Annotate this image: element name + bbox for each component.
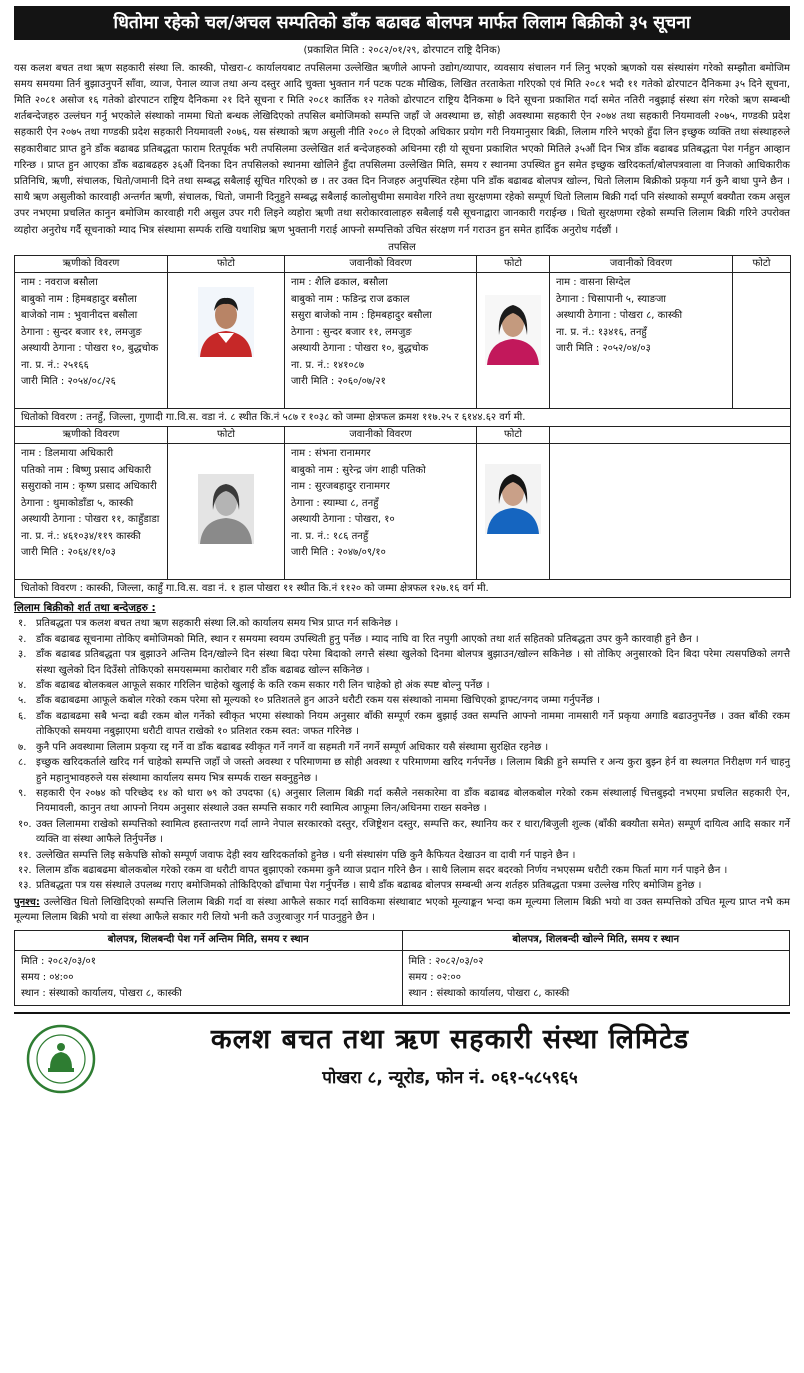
notice-title: धितोमा रहेको चल/अचल सम्पतिको डाँक बढाबढ बोलपत्र मार्फत लिलाम बिक्रीको ३५ सूचना bbox=[14, 6, 790, 40]
condition-text: उल्लेखित सम्पत्ति लिइ सकेपछि सोको सम्पूर्ण जवाफ देही स्वय खरिदकर्ताको हुनेछ । धनी संस्थासंग पछि कुनै कैफियत देखाउन वा दावी गर्न पाइने छैन । bbox=[36, 849, 576, 861]
condition-number: ३. bbox=[18, 649, 27, 661]
detail-line: ससुराको नाम : कृष्ण प्रसाद अधिकारी bbox=[21, 481, 157, 493]
detail-line: जारी मिति : २०६४/११/०३ bbox=[21, 547, 116, 559]
detail-line: नाम : सुरजबहादुर रानामगर bbox=[291, 481, 390, 493]
detail-line: ना. प्र. नं.: १८६ तनहुँ bbox=[291, 530, 369, 542]
condition-item bbox=[14, 647, 790, 678]
opening-header: बोलपत्र, शिलबन्दी खोल्ने मिति, समय र स्थान bbox=[402, 930, 790, 950]
asset-row-1 bbox=[15, 409, 791, 427]
condition-text: डाँक बढाबढमा सबै भन्दा बढी रकम बोल गर्नेको स्वीकृत भएमा संस्थाको नियम अनुसार बाँकी सम्पूर्ण रकम बुझाई उक्त सम्पत्ति आफ्नो नाममा नामसारी गर्ने प्रकृया अगाडि बढाउनुपर्नेछ । उक्त बाँकी रकम तोकिएको समयमा नबुझाएमा धरौटी वापत राखेको १० प्रतिशत रकम स्वत: जफत गरिनेछ । bbox=[36, 710, 790, 738]
detail-line: नाम : डिलमाया अधिकारी bbox=[21, 448, 114, 460]
condition-number: ७. bbox=[18, 741, 27, 753]
detail-line: अस्थायी ठेगाना : पोखरा ८, कास्की bbox=[556, 310, 683, 322]
borrower-details bbox=[15, 444, 168, 580]
detail-line: बाजेको नाम : भुवानीदत्त बसौला bbox=[21, 310, 138, 322]
detail-line: ना. प्र. नं.: १४१०८७ bbox=[291, 359, 365, 371]
borrower-details bbox=[15, 273, 168, 409]
guarantor-header: जवानीको विवरण bbox=[550, 256, 733, 273]
opening-date: मिति : २०८२/०३/०२ bbox=[408, 955, 484, 967]
condition-item bbox=[14, 755, 790, 786]
condition-text: प्रतिबद्धता पत्र कलश बचत तथा ऋण सहकारी संस्था लि.को कार्यालय समय भित्र प्राप्त गर्न सकिनेछ । bbox=[36, 618, 399, 630]
photo-header: फोटो bbox=[733, 256, 791, 273]
condition-text: डाँक बढाबढ बोलकबल आफूले सकार गरिलिन चाहेको खुलाई के कति रकम सकार गरी लिन चाहेको हो अंक स्पष्ट बोल्नु पर्नेछ । bbox=[36, 680, 490, 692]
condition-number: ५. bbox=[18, 695, 27, 707]
guarantor-photo-cell bbox=[477, 444, 550, 580]
condition-number: ६. bbox=[18, 710, 27, 722]
condition-text: डाँक बढाबढमा आफूले कबोल गरेको रकम परेमा सो मूल्यको १० प्रतिशतले हुन आउने धरौटी रकम यस संस्थाको नाममा खिचिएको ड्राफ्ट/नगद जम्मा गर्नुपर्नेछ । bbox=[36, 695, 600, 707]
person-photo-icon bbox=[485, 464, 541, 534]
detail-line: ठेगाना : चिसापानी ५, स्याङजा bbox=[556, 293, 666, 305]
condition-number: ४. bbox=[18, 680, 27, 692]
borrower-header: ऋणीको विवरण bbox=[15, 427, 168, 444]
guarantor-details bbox=[285, 444, 477, 580]
condition-item bbox=[14, 878, 790, 893]
detail-line: जारी मिति : २०६०/०७/२१ bbox=[291, 376, 386, 388]
opening-place: स्थान : संस्थाको कार्यालय, पोखरा ८, कास्की bbox=[408, 987, 570, 999]
guarantor-photo-cell bbox=[733, 273, 791, 409]
schedule-heading: तपसिल bbox=[388, 241, 416, 253]
conditions-title: लिलाम बिक्रीको शर्त तथा बन्देजहरु : bbox=[14, 602, 156, 615]
detail-line: ठेगाना : थुमाकोडाँडा ५, कास्की bbox=[21, 497, 134, 509]
condition-item bbox=[14, 817, 790, 848]
condition-number: १२. bbox=[18, 864, 32, 876]
organization-address: पोखरा ८, न्यूरोड, फोन नं. ०६१-५८५९६५ bbox=[322, 1067, 578, 1088]
detail-line: बाबुको नाम : सुरेन्द्र जंग शाही पतिको bbox=[291, 464, 426, 476]
detail-line: बाबुको नाम : हिमबहादुर बसौला bbox=[21, 293, 137, 305]
condition-number: १३. bbox=[18, 880, 32, 892]
condition-text: प्रतिबद्धता पत्र यस संस्थाले उपलब्ध गराए बमोजिमको तोकिदिएको ढाँचामा पेश गर्नुपर्नेछ । साथै डाँक बढाबढ बोलपत्र सम्बन्धी अन्य शर्तहरु प्रतिबद्धता पत्रमा उल्लेख गरिए बमोजिम हुनेछ । bbox=[36, 880, 702, 892]
detail-line: अस्थायी ठेगाना : पोखरा, १० bbox=[291, 514, 395, 526]
condition-text: उक्त लिलाममा राखेको सम्पत्तिको स्वामित्व हस्तान्तरण गर्दा लाग्ने नेपाल सरकारको दस्तुर, रजिष्ट्रेशन दस्तुर, सम्पत्ति कर, स्थानिय कर र धारा/बिजुली शुल्क (बाँकी बक्यौता समेत) सम्पूर्ण दायित्व आदि सकार गर्ने व्यक्ति वा संस्था आफैले तिर्नुपर्नेछ । bbox=[36, 818, 790, 846]
empty-cell bbox=[550, 444, 791, 580]
photo-header: फोटो bbox=[477, 256, 550, 273]
condition-item bbox=[14, 709, 790, 740]
submission-place: स्थान : संस्थाको कार्यालय, पोखरा ८, कास्की bbox=[21, 987, 182, 999]
condition-item bbox=[14, 848, 790, 863]
detail-line: नाम : शैलि ढकाल, बसौला bbox=[291, 277, 388, 289]
collateral-description: धितोको विवरण : कास्की, जिल्ला, काहुँ गा.वि.स. वडा नं. १ हाल पोखरा ११ स्थीत कि.नं ११२० को जम्मा क्षेत्रफल १२७.१६ वर्ग मी. bbox=[15, 580, 791, 598]
condition-number: ११. bbox=[18, 849, 32, 861]
photo-header: फोटो bbox=[168, 427, 285, 444]
person-photo-icon bbox=[198, 474, 254, 544]
detail-line: अस्थायी ठेगाना : पोखरा १०, बुद्धचोक bbox=[291, 343, 429, 355]
detail-line: जारी मिति : २०४७/०९/१० bbox=[291, 547, 386, 559]
submission-header: बोलपत्र, शिलबन्दी पेश गर्ने अन्तिम मिति, समय र स्थान bbox=[15, 930, 403, 950]
organization-name: कलश बचत तथा ऋण सहकारी संस्था लिमिटेड bbox=[210, 1023, 690, 1055]
cooperative-seal-icon bbox=[26, 1024, 96, 1094]
condition-text: लिलाम डाँक बढाबढमा बोलकबोल गरेको रकम वा धरौटी वापत बुझाएको रकममा कुनै व्याज प्रदान गरिने छैन । साथै लिलाम सदर बदरको निर्णय नभएसम्म धरौटी रकम फिर्ता माग गर्न पाइने छैन । bbox=[36, 864, 728, 876]
guarantor-details bbox=[285, 273, 477, 409]
empty-cell bbox=[550, 427, 791, 444]
record-row-1 bbox=[15, 273, 791, 409]
condition-text: इच्छुक खरिदकर्ताले खरिद गर्न चाहेको सम्पत्ति जहाँ जे जस्तो अवस्था र परिमाणमा छ सोही अवस्था र परिमाणमा खरिद गर्नपर्नेछ । लिलाम बिक्री हुने सम्पत्ति र अन्य कुरा बुझ्न हेर्न वा स्थलगत निरीक्षण गर्न चाहनु हुने महानुभावहरुले यस संस्थामा कार्यालय समय भित्र सम्पर्क राख्न सक्नुहुनेछ । bbox=[36, 757, 790, 784]
condition-text: डाँक बढाबढ प्रतिबद्धता पत्र बुझाउने अन्तिम दिन/खोल्ने दिन संस्था बिदा परेमा बिदाको लगत्तै संस्था खुलेको दिनमा बोलपत्र बुझाउन/खोल्न सकिनेछ । सो तोकिए अनुसारको दिन बिदा परेमा त्यसपछिको लगत्तै संस्था खुलेको दिन दिउँसो तोकिएको समयसम्ममा कारोबार गरी डाँक बढाबढ खोल्न सकिनेछ । bbox=[36, 649, 790, 676]
detail-line: ससुरा बाजेको नाम : हिमबहादुर बसौला bbox=[291, 310, 432, 322]
detail-line: जारी मिति : २०५२/०४/०३ bbox=[556, 343, 651, 355]
organization-footer bbox=[14, 1012, 790, 1108]
notice-page bbox=[14, 6, 790, 1108]
detail-line: ना. प्र. नं.: २५१६६ bbox=[21, 359, 89, 371]
table-header-row bbox=[15, 256, 791, 273]
condition-number: ९. bbox=[18, 787, 27, 799]
tender-schedule-table bbox=[14, 930, 790, 1006]
condition-number: ८. bbox=[18, 757, 27, 769]
submission-details bbox=[15, 950, 403, 1005]
detail-line: जारी मिति : २०५४/०८/२६ bbox=[21, 376, 116, 388]
condition-number: १. bbox=[18, 618, 27, 630]
collateral-description: धितोको विवरण : तनहुँ, जिल्ला, गुणादी गा.वि.स. वडा नं. ८ स्थीत कि.नं ५८७ र १०३८ को जम्मा क्षेत्रफल क्रमश ११७.२५ र ६१४४.६२ वर्ग मी. bbox=[15, 409, 791, 427]
opening-details bbox=[402, 950, 790, 1005]
detail-line: अस्थायी ठेगाना : पोखरा ११, काहुँडाडा bbox=[21, 514, 160, 526]
detail-line: नाम : वासना सिग्देल bbox=[556, 277, 631, 289]
condition-item bbox=[14, 863, 790, 878]
condition-text: कुनै पनि अवस्थामा लिलाम प्रकृया रद्द गर्ने वा डाँक बढाबढ स्वीकृत गर्ने नगर्ने वा सहमती गर्ने नगर्ने सम्पूर्ण अधिकार यसै संस्थामा सुरक्षित रहनेछ । bbox=[36, 741, 549, 753]
table-header-row bbox=[15, 427, 791, 444]
record-row-2 bbox=[15, 444, 791, 580]
detail-line: अस्थायी ठेगाना : पोखरा १०, बुद्धचोक bbox=[21, 343, 159, 355]
photo-header: फोटो bbox=[477, 427, 550, 444]
detail-line: पतिको नाम : बिष्णु प्रसाद अधिकारी bbox=[21, 464, 152, 476]
postscript-text: उल्लेखित धितो लिखिदिएको सम्पत्ति लिलाम बिक्री गर्दा वा संस्था आफैले सकार गर्दा साविकमा संस्थाबाट भएको मूल्याङ्कन भन्दा कम मूल्यमा लिलाम बिक्री भयो वा उक्त सम्पत्तिको उचित मूल्य प्राप्त नभै कम मूल्यमा लिलाम बिक्री भयो वा संस्था आफैले सकार गरी लियो भनी कतै उजुरबाजुर गर्न पाउनुहुने छैन । bbox=[14, 896, 790, 924]
opening-time: समय : ०२:०० bbox=[408, 971, 461, 983]
condition-item bbox=[14, 693, 790, 708]
asset-row-2 bbox=[15, 580, 791, 598]
detail-line: नाम : नवराज बसौला bbox=[21, 277, 98, 289]
guarantor-photo-cell bbox=[477, 273, 550, 409]
person-photo-icon bbox=[485, 295, 541, 365]
detail-line: ना. प्र. नं.: १३४१६, तनहुँ bbox=[556, 326, 647, 338]
condition-number: १०. bbox=[18, 818, 32, 830]
detail-line: नाम : संभना रानामगर bbox=[291, 448, 371, 460]
postscript-label: पुनश्च: bbox=[14, 896, 40, 908]
borrower-photo-cell bbox=[168, 444, 285, 580]
guarantor-header: जवानीको विवरण bbox=[285, 256, 477, 273]
detail-line: बाबुको नाम : फडिन्द्र राज ढकाल bbox=[291, 293, 410, 305]
condition-text: सहकारी ऐन २०७४ को परिच्छेद १४ को धारा ७९ को उपदफा (६) अनुसार लिलाम बिक्री गर्दा कसैले नसकारेमा वा डाँक बढाबढ बोलकबोल गरेको रकम संस्थालाई चित्तबुझ्दो नभएमा प्रचलित सहकारी ऐन, नियमावली, कानुन तथा आफ्नो नियम अनुसार संस्थाले उक्त सम्पत्ति सकार गरी स्वामित्व आफूमा लिन/अधिनमा राख्न सक्नेछ । bbox=[36, 787, 790, 815]
collateral-table bbox=[14, 255, 791, 598]
condition-item bbox=[14, 740, 790, 755]
condition-number: २. bbox=[18, 633, 27, 645]
condition-text: डाँक बढाबढ सूचनामा तोकिए बमोजिमको मिति, स्थान र समयमा स्वयम उपस्थिती हुनु पर्नेछ । म्याद नाघि वा रित नपुगी आएको तथा शर्त सहितको प्रतिबद्धता उपर कुनै कारवाही हुने छैन । bbox=[36, 633, 699, 645]
borrower-photo-cell bbox=[168, 273, 285, 409]
detail-line: ठेगाना : सुन्दर बजार ११, लमजुङ bbox=[21, 326, 142, 338]
person-photo-icon bbox=[198, 287, 254, 357]
conditions-list bbox=[14, 616, 790, 893]
detail-line: ना. प्र. नं.: ४६१०३४/११९ कास्की bbox=[21, 530, 141, 542]
condition-item bbox=[14, 616, 790, 631]
photo-header: फोटो bbox=[168, 256, 285, 273]
detail-line: ठेगाना : सुन्दर बजार ११, लमजुङ bbox=[291, 326, 412, 338]
guarantor-details bbox=[550, 273, 733, 409]
condition-item bbox=[14, 786, 790, 817]
condition-item bbox=[14, 678, 790, 693]
publication-date: (प्रकाशित मिति : २०८२/०१/२९, ढोरपाटन राष्ट्रि दैनिक) bbox=[303, 45, 501, 56]
submission-date: मिति : २०८२/०३/०१ bbox=[21, 955, 96, 967]
condition-item bbox=[14, 632, 790, 647]
submission-time: समय : ०४:०० bbox=[21, 971, 74, 983]
detail-line: ठेगाना : स्याम्घा ८, तनहुँ bbox=[291, 497, 379, 509]
guarantor-header: जवानीको विवरण bbox=[285, 427, 477, 444]
postscript-note bbox=[14, 895, 790, 926]
intro-paragraph: यस कलश बचत तथा ऋण सहकारी संस्था लि. कास्की, पोखरा-८ कार्यालयबाट तपसिलमा उल्लेखित ऋणीले आफ्नो उद्योग/व्यापार, व्यवसाय संचालन गर्न लिनु भएको ऋणको यस संस्थासंग गरेको सम्झौता बमोजिम समय समयमा तिर्न बुझाउनुपर्ने साँवा, व्याज, पेनाल व्याज तथा अन्य दस्तुर आदि चुक्ता भुक्तान गर्न पटक पटक मौखिक, लिखित तरताकेता गरिएको एवं मिति २०८१ भदौ ११ गतेको ढोरपाटन दैनिकमा ३५ दिने सूचना, मिति २०८१ असोज १६ गतेको ढोरपाटन राष्ट्रिय दैनिकमा २१ दिने सूचना र मिति २०८१ कार्तिक १२ गतेको ढोरपाटन राष्ट्रिय दैनिकमा ७ दिने सूचना प्रकाशित गर्दा समेत नतिरी नबुझाई संस्था संग गरेको ऋण सम्बन्धी शर्तबन्देजहरु उल्लंघन गर्नु भएकोले संस्थाको नाममा धितो बन्धक लेखिदिएको तपसिल बमोजिमको सम्पत्ति जहाँ जे अवस्थामा छ, सोही अवस्थामा सहकारी ऐन २०७४ तथा सहकारी नियमावली २०७५, गण्डकी प्रदेश सहकारी ऐन २०७५ तथा गण्डकी प्रदेश सहकारी नियमावली २०७६, यस संस्थाको ऋण असुली नीति २०८० ले दिएको अधिकार प्रयोग गरी नियमानुसार बिक्री, लिलाम गरिने भएको हुँदा लिन इच्छुक व्यक्ति तथा संस्थाहरुले सहकारीबाट प्राप्त हुने डाँक बढाबढ प्रतिबद्धता फाराम रितपूर्वक भरी तपसिलमा उल्लेखित शर्त बन्देजहरुको अधिनमा रही यो सूचना प्रकाशित भएको मितिले ३५औं दिन भित्र डाँक बढाबढ प्रतिबद्धता पेश गर्नहुन आव्हान गरिन्छ । प्राप्त हुन आएका डाँक बढाबढहरु ३६औं दिनका दिन तपसिलको स्थानमा खोलिने हुँदा तपसिलमा उल्लेखित मिति, समय र स्थानमा उपस्थित हुन समेत इच्छुक खरिदकर्ता/बोलपत्रवाला वा निजको आधिकारीक प्रतिनिधि, ऋणी, संचालक, धितो/जमानी दिने तथा सम्बद्ध सबैलाई सूचित गरिएको छ । तर उक्त दिन निजहरु अनुपस्थित रहेमा पनि डाँक बढाबढ बोलपत्र खोल्न, धितो लिलाम बिक्रीको प्रकृया गर्न कुनै बाधा पुग्ने छैन । साथै ऋण असुलीको कारवाही अन्तर्गत ऋणी, संचालक, धितो, जमानी दिनुहुने सम्बद्ध सबैलाई कालोसुचीमा समावेश गरिने तथा सुरक्षणमा रहेको सम्पूर्ण धितो लिलाम बिक्री गर्दा पनि संस्थाको सम्पूर्ण बक्यौता रकम असुल उपर नभएमा प्रचलित कानुन बमोजिम कारवाही गरी असुल उपर गरी लिइने व्यहोरा ऋणी तथा सरोकारवालाहरु सबैलाई यसै सूचनाद्वारा जानकारी गराईन्छ । धितो सुरक्षणमा रहेको सम्पत्ति लिलाम बिक्री गरिने उपरोक्त व्यहोरा अनुरोध गर्दै सूचनाको म्याद भित्र संस्थामा सम्पर्क राखि यथाशिघ्र ऋण भुक्तानी गराई आफ्नो सम्पत्तिको उचित संरक्षण गर्न गराउन हुन समेत हार्दिक अनुरोध गर्दछौं । bbox=[14, 62, 790, 236]
borrower-header: ऋणीको विवरण bbox=[15, 256, 168, 273]
